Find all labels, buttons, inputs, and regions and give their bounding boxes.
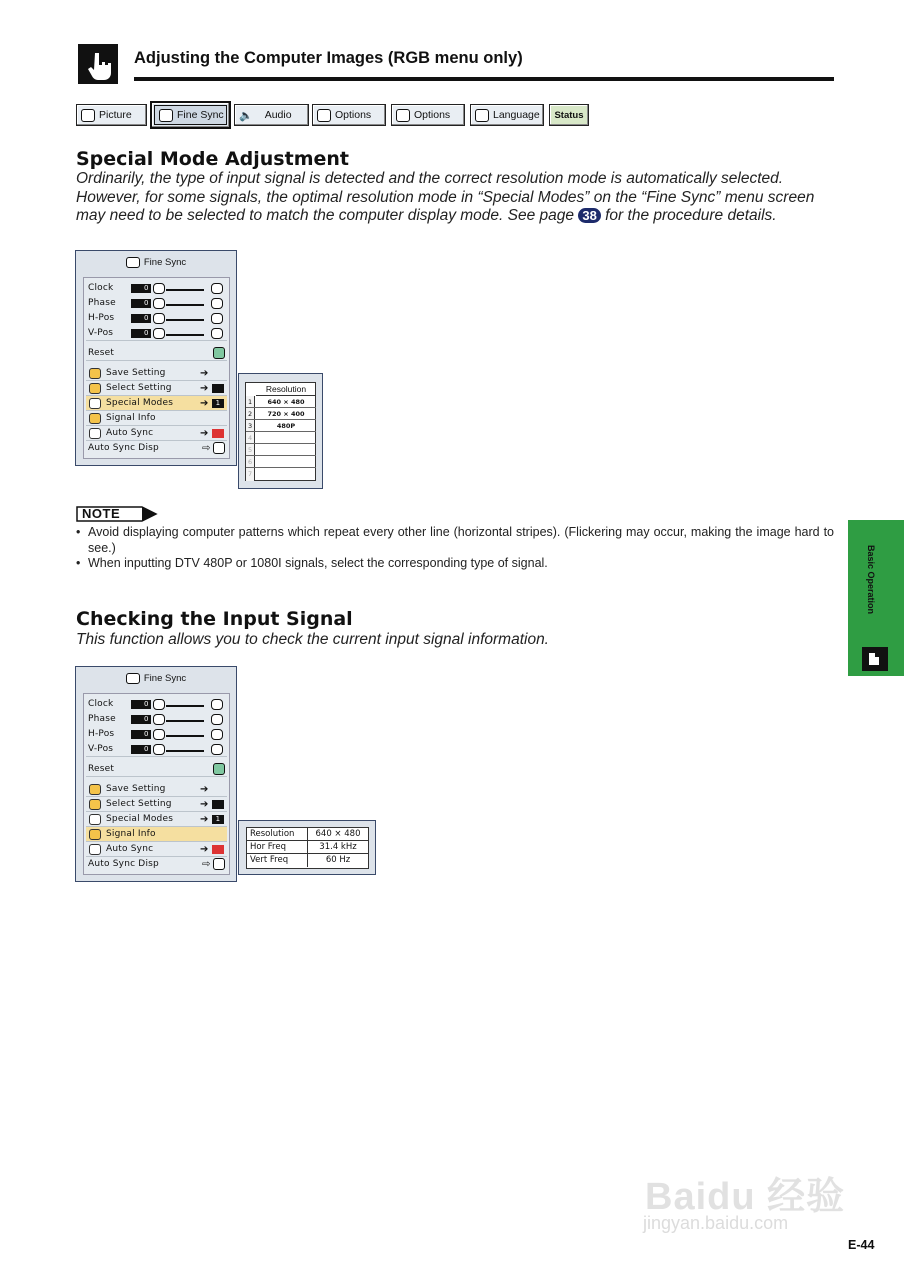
menu-row-h-pos[interactable]: H-Pos 0 xyxy=(86,727,227,742)
menu-title: Fine Sync xyxy=(76,673,236,684)
v-pos-slider[interactable]: 0 xyxy=(131,329,226,339)
signal-info-icon xyxy=(89,829,101,840)
options-icon xyxy=(317,109,331,122)
section-lead-special-mode: Ordinarily, the type of input signal is detected and the correct resolution mode is automatically selected. However, for some signals, the optimal resolution mode in “Special Modes” on the “Fine Sync” menu screen may need to be selected to match the computer display mode. See page 38 for the procedure details. xyxy=(76,170,815,224)
arrow-right-icon: ➔ xyxy=(200,383,209,394)
menu-row-save-setting[interactable]: Save Setting ➔ xyxy=(86,366,227,381)
fine-sync-menu-panel xyxy=(75,250,237,466)
save-setting-icon xyxy=(89,368,101,379)
h-pos-slider[interactable]: 0 xyxy=(131,730,226,740)
section-heading-special-mode: Special Mode Adjustment xyxy=(76,148,349,170)
options-icon xyxy=(396,109,410,122)
menu-row-reset[interactable]: Reset xyxy=(86,346,227,361)
resolution-option[interactable]: 6 xyxy=(246,456,316,468)
note-bullet: • When inputting DTV 480P or 1080I signals, select the corresponding type of signal. xyxy=(76,556,834,572)
fine-sync-icon xyxy=(159,109,173,122)
setting-box-icon xyxy=(212,800,224,809)
header-rule xyxy=(134,77,834,81)
menu-row-special-modes[interactable]: Special Modes ➔ 1 xyxy=(86,812,227,827)
menu-row-phase[interactable]: Phase 0 xyxy=(86,712,227,727)
tab-options-2[interactable]: Options xyxy=(391,104,465,126)
section-heading-input-signal: Checking the Input Signal xyxy=(76,608,353,630)
save-setting-icon xyxy=(89,784,101,795)
resolution-popup xyxy=(238,373,323,489)
menu-row-phase[interactable]: Phase 0 xyxy=(86,296,227,311)
watermark-logo: Baidu 经验 xyxy=(645,1176,846,1218)
page-title: Adjusting the Computer Images (RGB menu only) xyxy=(134,49,523,67)
note-bullet: • Avoid displaying computer patterns which repeat every other line (horizontal stripes). (Flickering may occur, making the image hard to see.) xyxy=(76,525,834,556)
auto-sync-off-icon xyxy=(212,429,224,438)
side-section-tab[interactable]: Basic Operation xyxy=(848,520,904,676)
note-badge: NOTE xyxy=(76,506,158,522)
language-icon xyxy=(475,109,489,122)
signal-row-resolution: Resolution 640 × 480 xyxy=(247,828,368,841)
menu-row-signal-info[interactable]: Signal Info xyxy=(86,411,227,426)
fine-sync-icon xyxy=(126,673,140,684)
arrow-right-icon: ➔ xyxy=(200,368,209,379)
speaker-icon: 🔈 xyxy=(239,109,253,122)
signal-info-popup xyxy=(238,820,376,875)
menu-row-v-pos[interactable]: V-Pos 0 xyxy=(86,326,227,341)
picture-icon xyxy=(81,109,95,122)
arrow-right-icon: ➔ xyxy=(200,784,209,795)
menu-row-auto-sync-disp[interactable]: Auto Sync Disp ⇨ xyxy=(86,441,227,456)
arrow-hollow-icon: ⇨ xyxy=(202,443,211,454)
menu-row-signal-info[interactable]: Signal Info xyxy=(86,827,227,842)
menu-row-auto-sync-disp[interactable]: Auto Sync Disp ⇨ xyxy=(86,857,227,872)
hand-pointer-icon xyxy=(862,647,888,671)
menu-row-h-pos[interactable]: H-Pos 0 xyxy=(86,311,227,326)
resolution-option[interactable]: 2 720 × 400 xyxy=(246,408,316,420)
tab-audio[interactable]: 🔈 Audio xyxy=(234,104,309,126)
section-lead-input-signal: This function allows you to check the current input signal information. xyxy=(76,631,549,648)
signal-info-icon xyxy=(89,413,101,424)
resolution-option[interactable]: 5 xyxy=(246,444,316,456)
resolution-option[interactable]: 3 480P xyxy=(246,420,316,432)
special-modes-icon xyxy=(89,398,101,409)
arrow-right-icon: ➔ xyxy=(200,428,209,439)
menu-row-select-setting[interactable]: Select Setting ➔ xyxy=(86,381,227,396)
resolution-header: Resolution xyxy=(256,383,316,396)
phase-slider[interactable]: 0 xyxy=(131,715,226,725)
tab-status[interactable]: Status xyxy=(549,104,589,126)
page-number: E-44 xyxy=(848,1238,875,1252)
resolution-option[interactable]: 1 640 × 480 xyxy=(246,396,316,408)
hand-pointer-icon xyxy=(78,44,118,84)
page-reference-badge: 38 xyxy=(578,208,600,223)
special-modes-icon xyxy=(89,814,101,825)
resolution-table xyxy=(245,382,316,481)
auto-sync-disp-icon xyxy=(213,858,225,870)
menu-row-special-modes[interactable]: Special Modes ➔ 1 xyxy=(86,396,227,411)
auto-sync-disp-icon xyxy=(213,442,225,454)
menu-row-save-setting[interactable]: Save Setting ➔ xyxy=(86,782,227,797)
clock-slider[interactable]: 0 xyxy=(131,284,226,294)
resolution-option[interactable]: 7 xyxy=(248,470,253,478)
menu-row-auto-sync[interactable]: Auto Sync ➔ xyxy=(86,842,227,857)
menu-row-v-pos[interactable]: V-Pos 0 xyxy=(86,742,227,757)
tab-fine-sync[interactable]: Fine Sync xyxy=(150,101,231,129)
select-setting-icon xyxy=(89,383,101,394)
select-setting-icon xyxy=(89,799,101,810)
signal-info-table xyxy=(246,827,369,869)
setting-box-icon xyxy=(212,384,224,393)
menu-row-reset[interactable]: Reset xyxy=(86,762,227,777)
menu-row-select-setting[interactable]: Select Setting ➔ xyxy=(86,797,227,812)
reset-icon xyxy=(213,763,225,775)
v-pos-slider[interactable]: 0 xyxy=(131,745,226,755)
arrow-right-icon: ➔ xyxy=(200,398,209,409)
fine-sync-icon xyxy=(126,257,140,268)
auto-sync-off-icon xyxy=(212,845,224,854)
clock-slider[interactable]: 0 xyxy=(131,700,226,710)
fine-sync-menu-panel xyxy=(75,666,237,882)
signal-row-vert-freq: Vert Freq 60 Hz xyxy=(247,854,368,867)
menu-row-clock[interactable]: Clock 0 xyxy=(86,281,227,296)
arrow-right-icon: ➔ xyxy=(200,799,209,810)
tab-picture[interactable]: Picture xyxy=(76,104,147,126)
reset-icon xyxy=(213,347,225,359)
menu-body xyxy=(83,277,230,459)
arrow-hollow-icon: ⇨ xyxy=(202,859,211,870)
arrow-right-icon: ➔ xyxy=(200,814,209,825)
menu-row-clock[interactable]: Clock 0 xyxy=(86,697,227,712)
signal-row-hor-freq: Hor Freq 31.4 kHz xyxy=(247,841,368,854)
menu-body xyxy=(83,693,230,875)
tab-language[interactable]: Language xyxy=(470,104,544,126)
menu-title: Fine Sync xyxy=(76,257,236,268)
auto-sync-icon xyxy=(89,428,101,439)
arrow-right-icon: ➔ xyxy=(200,844,209,855)
menu-row-auto-sync[interactable]: Auto Sync ➔ xyxy=(86,426,227,441)
tab-options-1[interactable]: Options xyxy=(312,104,386,126)
auto-sync-icon xyxy=(89,844,101,855)
watermark-url: jingyan.baidu.com xyxy=(643,1213,789,1233)
phase-slider[interactable]: 0 xyxy=(131,299,226,309)
resolution-option[interactable]: 4 xyxy=(246,432,316,444)
h-pos-slider[interactable]: 0 xyxy=(131,314,226,324)
